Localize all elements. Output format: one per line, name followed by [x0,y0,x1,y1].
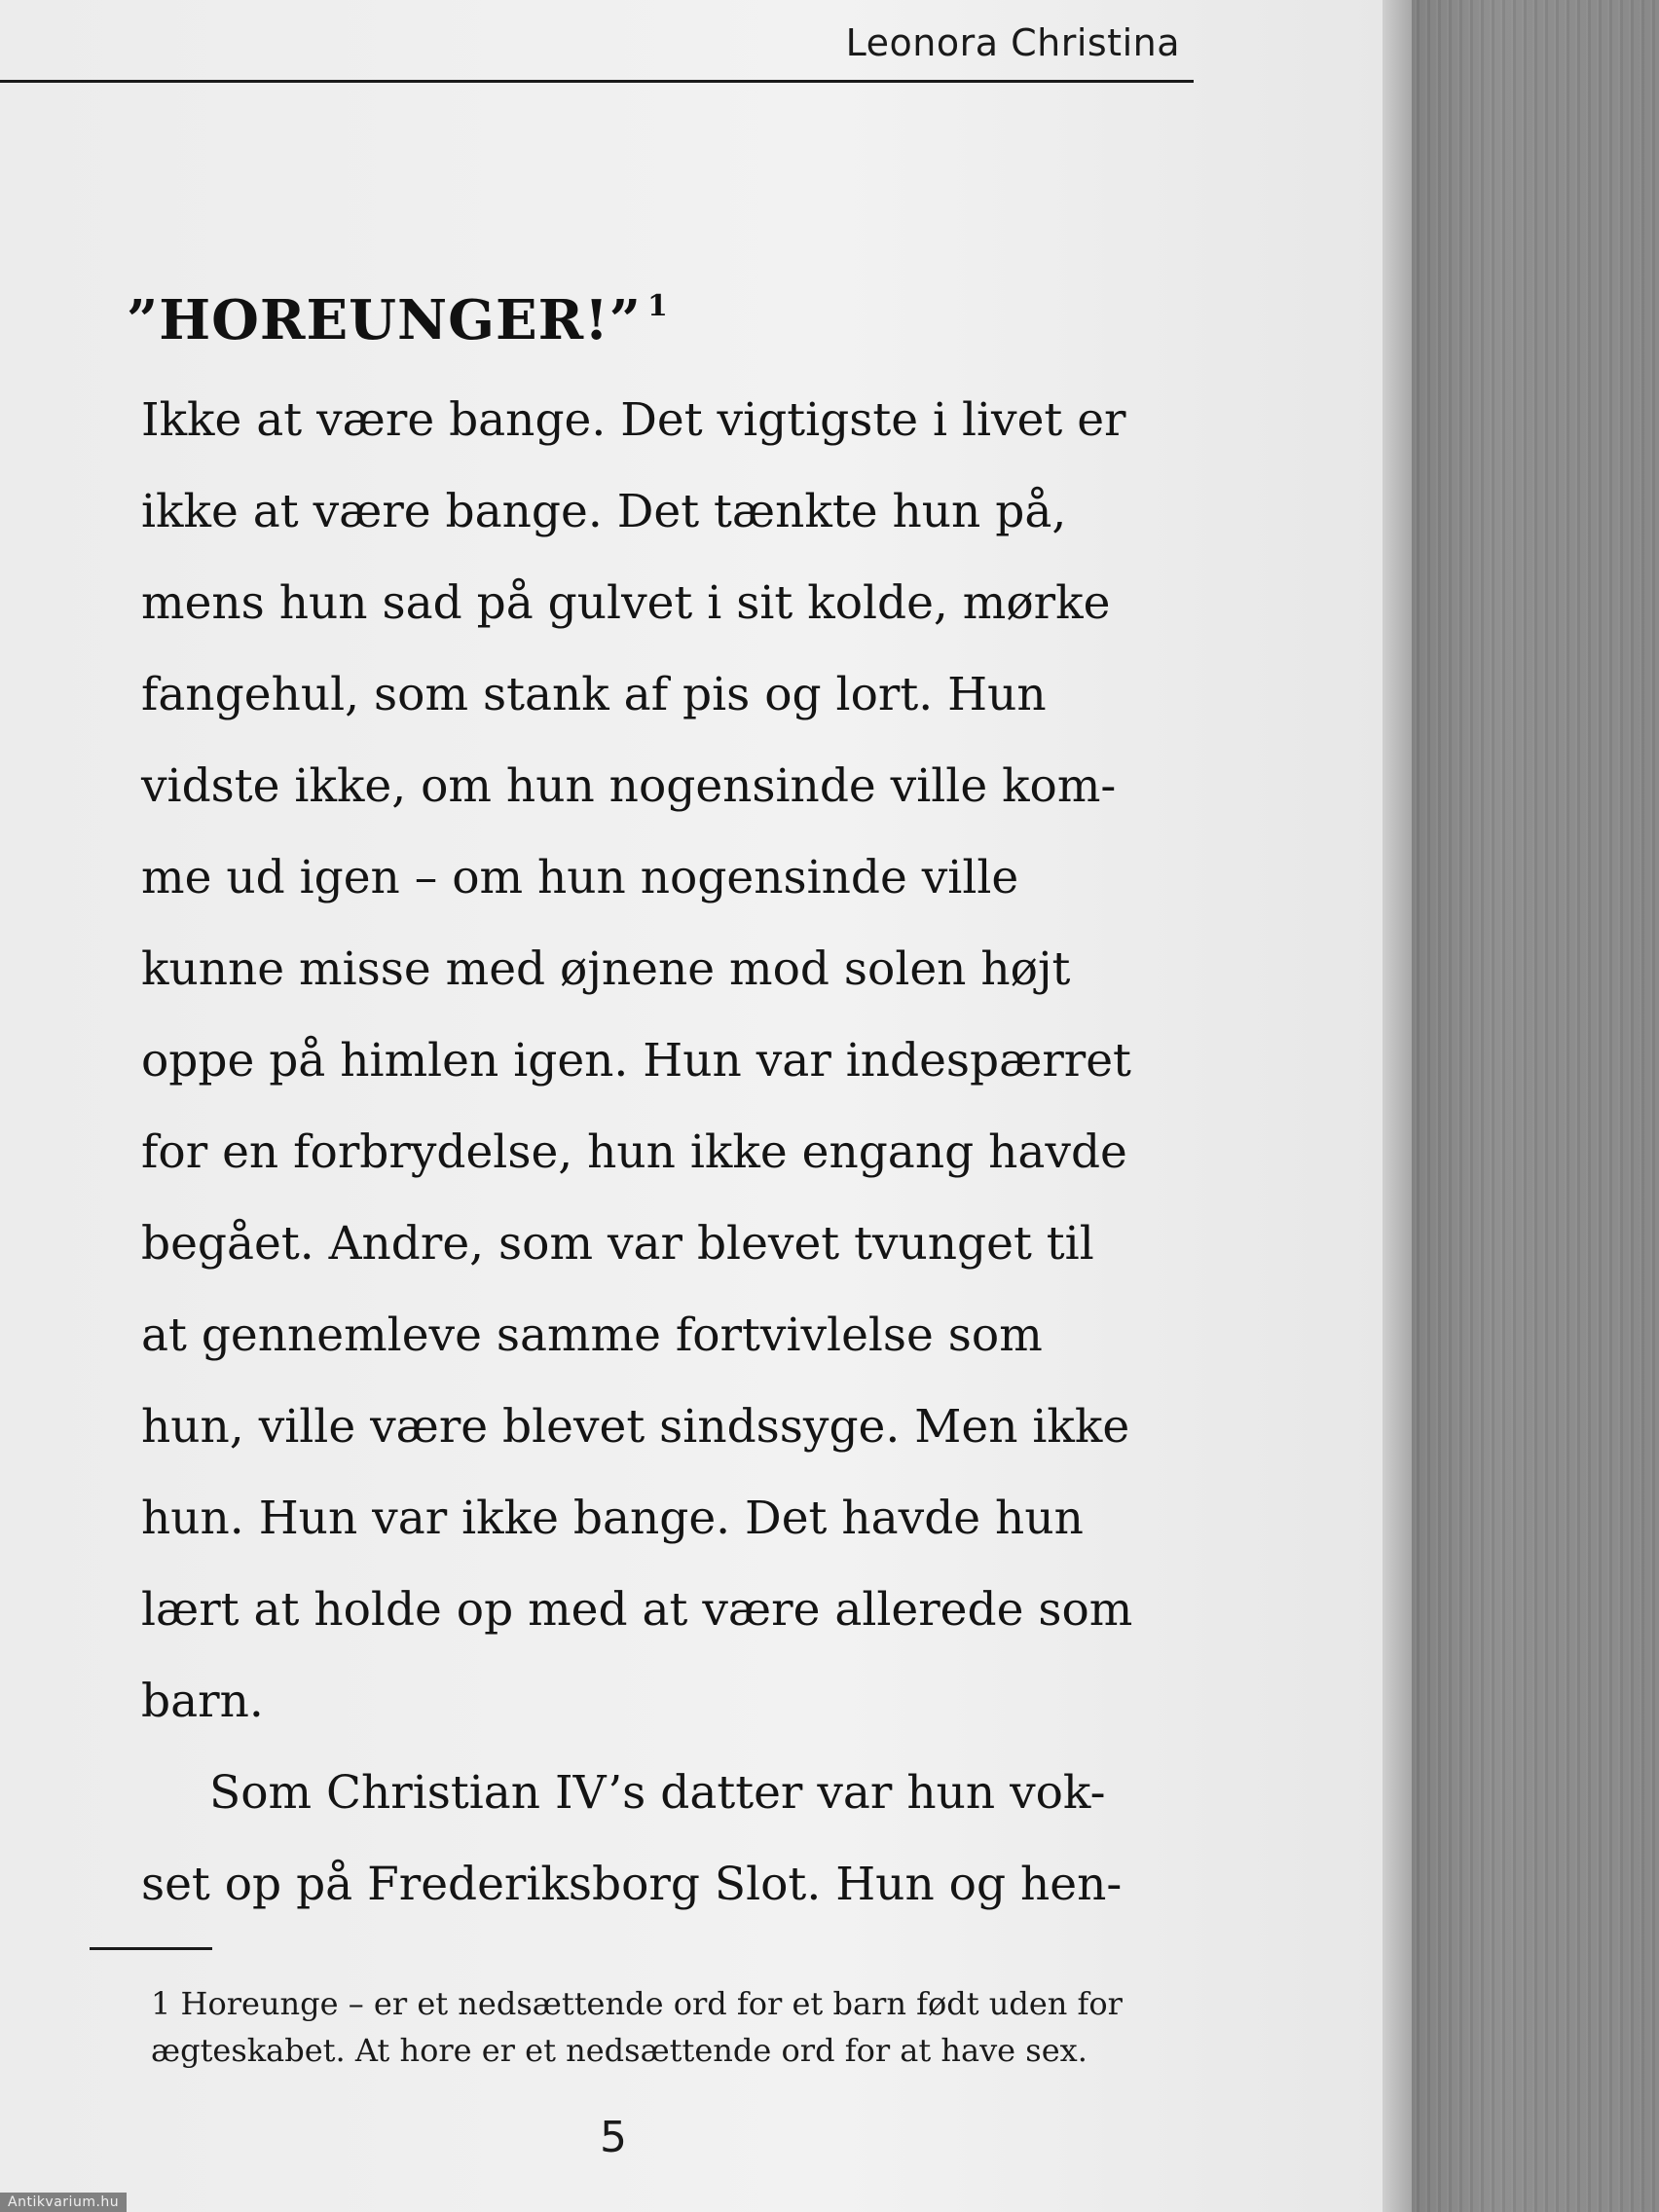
paragraph-first-line: Som Christian IV’s datter var hun vok- [209,1766,1106,1820]
watermark: Antikvarium.hu [0,2193,127,2212]
body-line: set op på Frederiksborg Slot. Hun og hen- [141,1858,1123,1911]
body-line: oppe på himlen igen. Hun var indespærret [141,1034,1131,1088]
body-line: ikke at være bange. Det tænkte hun på, [141,485,1067,538]
body-line: barn. [141,1675,264,1728]
body-line: me ud igen – om hun nogensinde ville [141,851,1019,904]
background-surface [1382,0,1659,2212]
body-line: Ikke at være bange. Det vigtigste i livet er [141,393,1126,447]
running-header: Leonora Christina [845,21,1180,64]
body-line: vidste ikke, om hun nogensinde ville kom- [141,759,1117,813]
footnote-rule [90,1947,212,1950]
chapter-heading-text: ”HOREUNGER!” [127,288,642,352]
chapter-heading [127,288,669,352]
body-line: kunne misse med øjnene mod solen højt [141,942,1071,996]
footnote-reference: 1 [647,289,669,323]
footnote-line: ægteskabet. At hore er et nedsættende ord for at have sex. [151,2032,1088,2069]
body-line: hun. Hun var ikke bange. Det havde hun [141,1492,1084,1545]
header-rule [0,80,1194,83]
body-line: lært at holde op med at være allerede som [141,1583,1133,1637]
body-line: fangehul, som stank af pis og lort. Hun [141,668,1047,721]
body-line: mens hun sad på gulvet i sit kolde, mørke [141,576,1111,630]
body-line: for en forbrydelse, hun ikke engang havde [141,1125,1127,1179]
body-line: begået. Andre, som var blevet tvunget til [141,1217,1094,1271]
body-line: hun, ville være blevet sindssyge. Men ikke [141,1400,1130,1454]
footnote-line: 1 Horeunge – er et nedsættende ord for et barn født uden for [151,1985,1123,2022]
page-number: 5 [600,2113,627,2162]
body-line: at gennemleve samme fortvivlelse som [141,1309,1043,1362]
